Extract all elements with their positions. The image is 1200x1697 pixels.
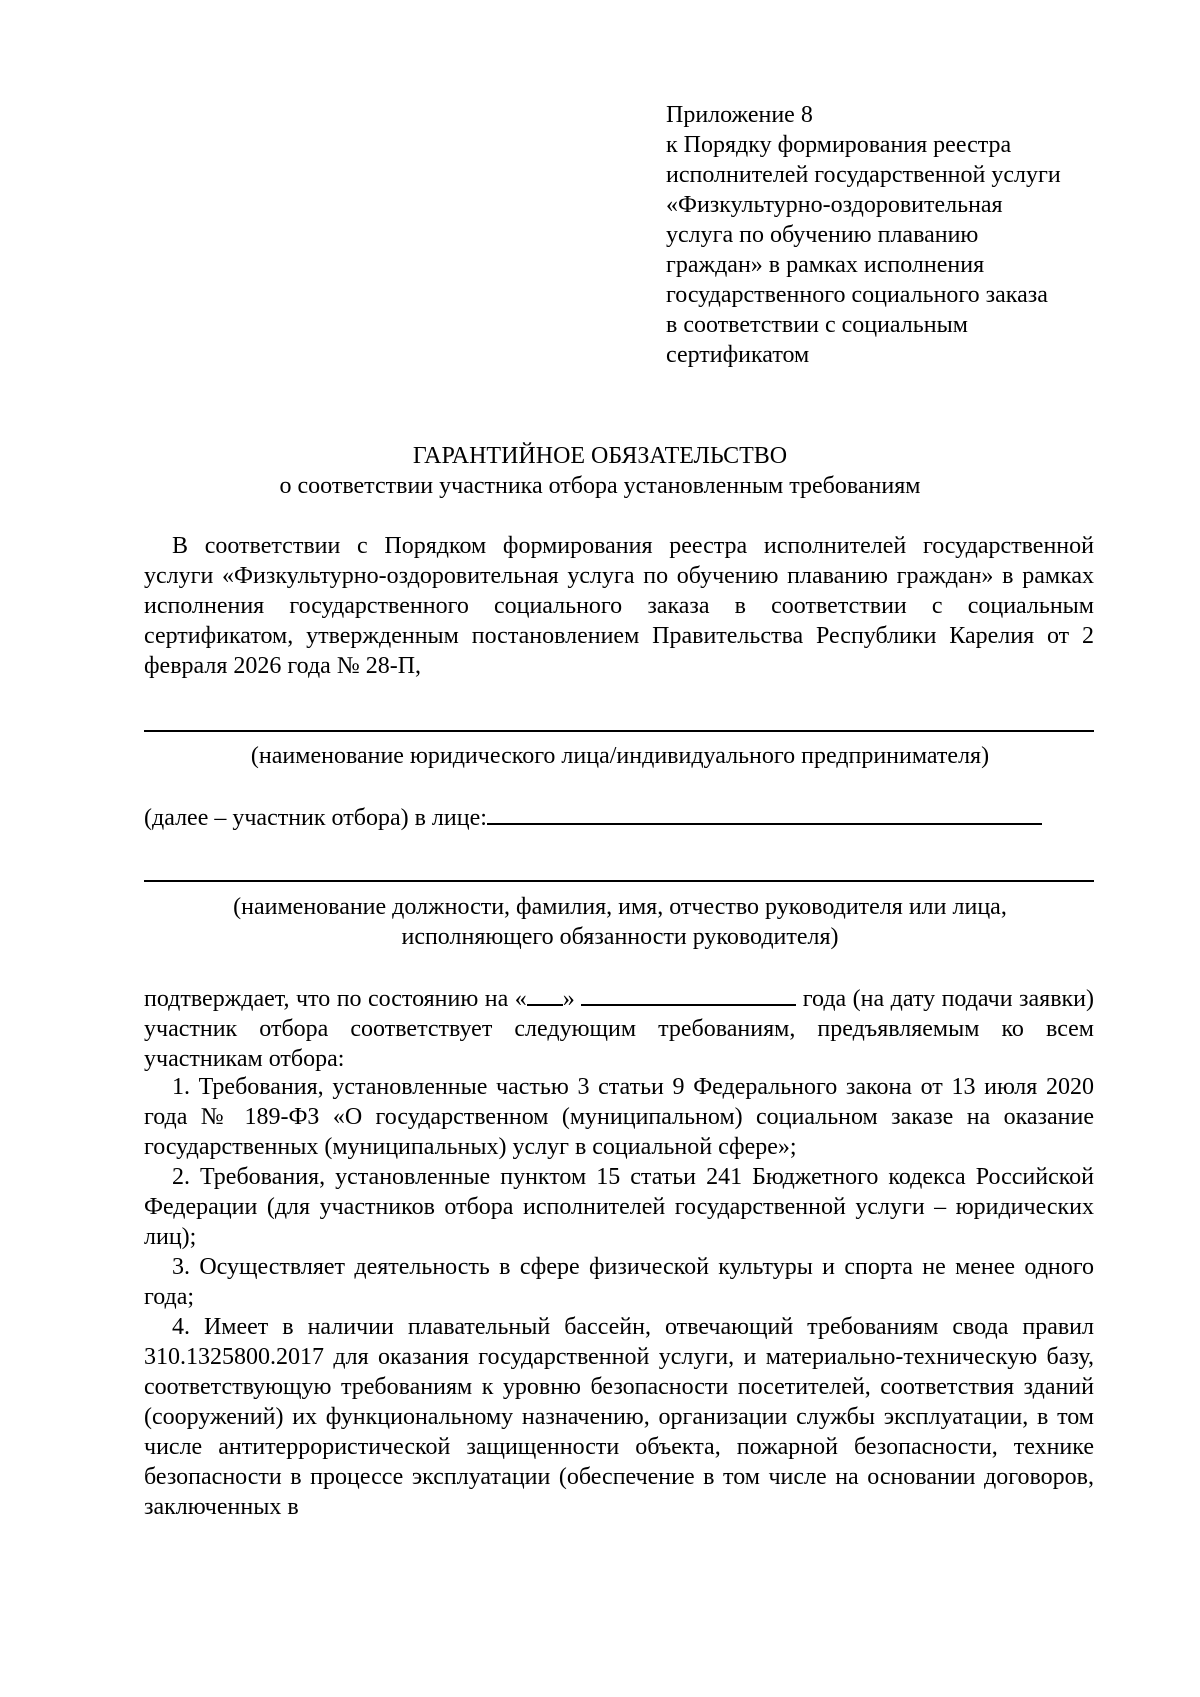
day-blank <box>527 982 563 1006</box>
entity-name-line <box>144 730 1094 732</box>
appendix-line: сертификатом <box>666 342 810 368</box>
appendix-line: в соответствии с социальным <box>666 312 968 338</box>
document-title: ГАРАНТИЙНОЕ ОБЯЗАТЕЛЬСТВО <box>412 443 788 469</box>
requirement-2: 2. Требования, установленные пунктом 15 статьи 241 Бюджетного кодекса Российской Федерации (для участников отбора исполнителей государственной услуги – юридических лиц); <box>144 1164 1094 1250</box>
requirement-4: 4. Имеет в наличии плавательный бассейн, отвечающий требованиям свода правил 310.1325800.2017 для оказания государственной услуги, и материально-техническую базу, соответствующую требованиям к уровню безопасности посетителей, соответствия зданий (сооружений) их функциональному назначению, организации службы эксплуатации, в том числе антитеррористической защищенности объекта, пожарной безопасности, технике безопасности в процессе эксплуатации (обеспечение в том числе на основании договоров, заключенных в <box>144 1314 1094 1520</box>
requirement-3: 3. Осуществляет деятельность в сфере физической культуры и спорта не менее одного года; <box>144 1254 1094 1310</box>
appendix-header <box>666 100 1116 370</box>
person-name-line <box>144 880 1094 882</box>
appendix-line: исполнителей государственной услуги <box>666 162 1061 188</box>
month-blank <box>581 982 796 1006</box>
appendix-line: государственного социального заказа <box>666 282 1048 308</box>
appendix-line: услуга по обучению плаванию <box>666 222 979 248</box>
person-name-caption-1: (наименование должности, фамилия, имя, отчество руководителя или лица, <box>233 894 1007 920</box>
person-name-caption-2: исполняющего обязанности руководителя) <box>401 924 839 950</box>
represented-by-blank <box>487 801 1042 825</box>
appendix-line: граждан» в рамках исполнения <box>666 252 985 278</box>
represented-by-label: (далее – участник отбора) в лице: <box>144 805 487 831</box>
appendix-line: «Физкультурно-оздоровительная <box>666 192 1003 218</box>
represented-by-row <box>144 801 1094 833</box>
confirm-prefix: подтверждает, что по состоянию на « <box>144 986 527 1012</box>
appendix-line: Приложение 8 <box>666 102 813 128</box>
entity-name-caption: (наименование юридического лица/индивидуального предпринимателя) <box>250 743 990 769</box>
requirement-1: 1. Требования, установленные частью 3 статьи 9 Федерального закона от 13 июля 2020 года № 189-ФЗ «О государственном (муниципальном) социальном заказе на оказание государственных (муниципальных) услуг в социальной сфере»; <box>144 1074 1094 1160</box>
intro-paragraph: В соответствии с Порядком формирования реестра исполнителей государственной услуги «Физкультурно-оздоровительная услуга по обучению плаванию граждан» в рамках исполнения государственного социального заказа в соответствии с социальным сертификатом, утвержденным постановлением Правительства Республики Карелия от 2 февраля 2026 года № 28-П, <box>144 533 1094 679</box>
appendix-line: к Порядку формирования реестра <box>666 132 1012 158</box>
confirm-middle: » <box>562 986 575 1012</box>
document-subtitle: о соответствии участника отбора установленным требованиям <box>279 473 921 499</box>
confirm-suffix: года (на дату подачи заявки) участник отбора соответствует следующим требованиям, предъявляемым ко всем участникам отбора: <box>144 986 1095 1072</box>
confirmation-paragraph <box>144 982 1094 1074</box>
